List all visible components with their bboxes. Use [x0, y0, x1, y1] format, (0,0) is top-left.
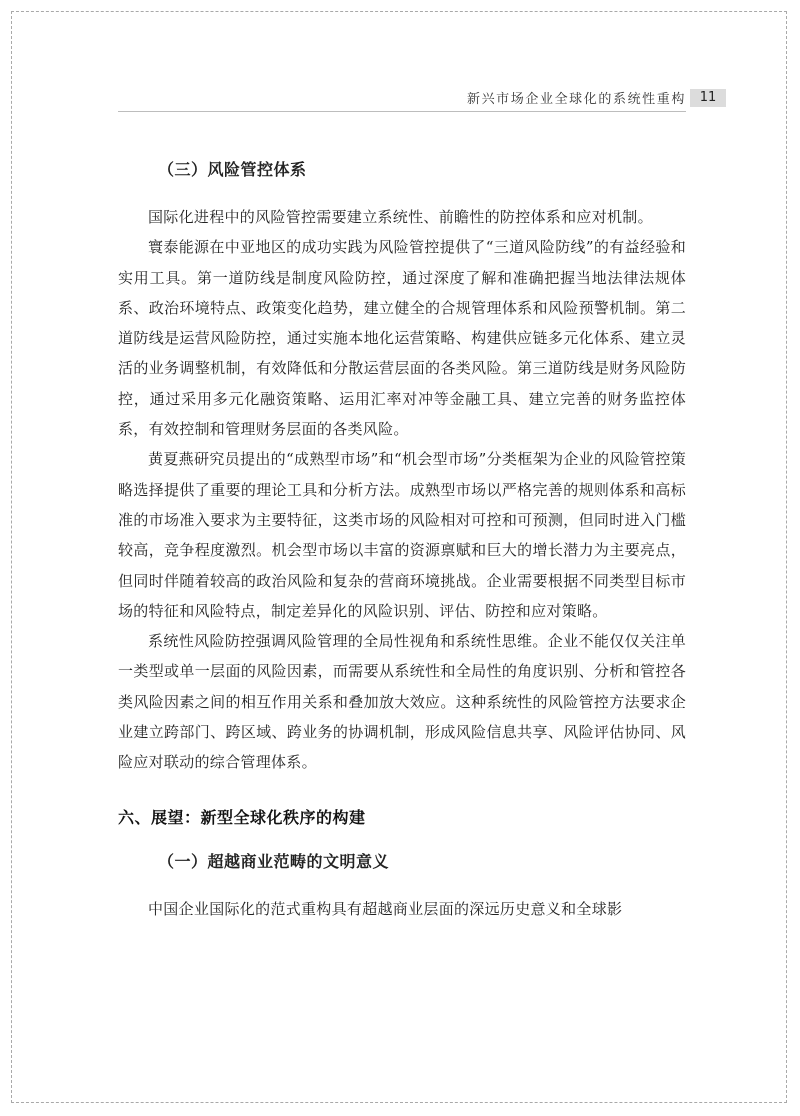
paragraph: 中国企业国际化的范式重构具有超越商业层面的深远历史意义和全球影: [148, 899, 623, 918]
paragraph: 寰泰能源在中亚地区的成功实践为风险管控提供了“三道风险防线”的有益经验和实用工具。第一道防线是制度风险防控，通过深度了解和准确把握当地法律法规体系、政治环境特点、政策变化趋势，建立健全的合规管理体系和风险预警机制。第二道防线是运营风险防控，通过实施本地化运营策略、构建供应链多元化体系、建立灵活的业务调整机制，有效降低和分散运营层面的各类风险。第三道防线是财务风险防控，通过采用多元化融资策略、运用汇率对冲等金融工具、建立完善的财务监控体系，有效控制和管理财务层面的各类风险。: [118, 238, 686, 439]
header-rule: [118, 111, 686, 112]
section-heading-civilization: （一）超越商业范畴的文明意义: [158, 851, 390, 871]
chapter-heading-outlook: 六、展望：新型全球化秩序的构建: [118, 807, 366, 827]
page-number: 11: [690, 89, 726, 107]
section-heading-risk-control: （三）风险管控体系: [158, 160, 307, 179]
paragraph: 黄夏燕研究员提出的“成熟型市场”和“机会型市场”分类框架为企业的风险管控策略选择提供了重要的理论工具和分析方法。成熟型市场以严格完善的规则体系和高标准的市场准入要求为主要特征，这类市场的风险相对可控和可预测，但同时进入门槛较高，竞争程度激烈。机会型市场以丰富的资源禀赋和巨大的增长潜力为主要亮点，但同时伴随着较高的政治风险和复杂的营商环境挑战。企业需要根据不同类型目标市场的特征和风险特点，制定差异化的风险识别、评估、防控和应对策略。: [118, 450, 686, 620]
running-header-title: 新兴市场企业全球化的系统性重构: [466, 92, 686, 107]
paragraph: 系统性风险防控强调风险管理的全局性视角和系统性思维。企业不能仅仅关注单一类型或单一层面的风险因素，而需要从系统性和全局性的角度识别、分析和管控各类风险因素之间的相互作用关系和叠加放大效应。这种系统性的风险管控方法要求企业建立跨部门、跨区域、跨业务的协调机制，形成风险信息共享、风险评估协同、风险应对联动的综合管理体系。: [118, 632, 686, 772]
paragraph: 国际化进程中的风险管控需要建立系统性、前瞻性的防控体系和应对机制。: [148, 208, 653, 226]
page-body: [118, 158, 686, 924]
